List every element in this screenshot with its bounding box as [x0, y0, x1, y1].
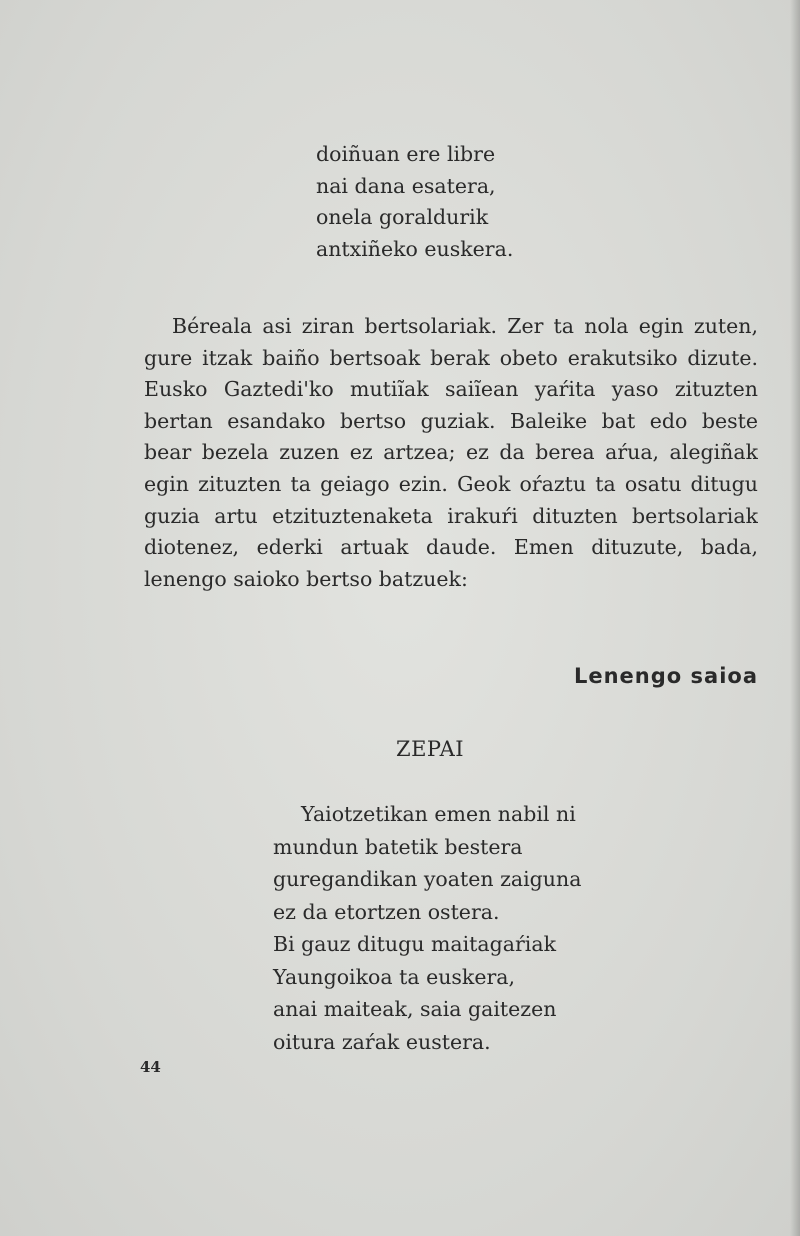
- prose-line: lenengo saioko bertso batzuek:: [144, 566, 468, 591]
- prose-line: egin zituzten ta geiago ezin. Geok oŕaztu ta osatu ditugu: [144, 471, 758, 496]
- prose-line: bear bezela zuzen ez artzea; ez da berea aŕua, alegiñak: [144, 440, 758, 465]
- prose-line: guzia artu etzituztenaketa irakuŕi dituzten bertsolariak: [144, 503, 758, 528]
- verse-line: nai dana esatera,: [316, 173, 496, 198]
- speaker-verse: [273, 798, 581, 1058]
- verse-line: onela goraldurik: [316, 205, 489, 229]
- prose-paragraph: [144, 311, 758, 595]
- verse-line: antxiñeko euskera.: [316, 236, 514, 261]
- verse-line: guregandikan yoaten zaiguna: [273, 867, 582, 891]
- section-title: Lenengo saioa: [573, 664, 758, 688]
- opening-verse: [316, 139, 513, 265]
- speaker-name: ZEPAI: [396, 737, 465, 761]
- verse-line: Bi gauz ditugu maitagaŕiak: [273, 932, 556, 956]
- verse-line: ez da etortzen ostera.: [273, 899, 500, 924]
- verse-line: Yaiotzetikan emen nabil ni: [301, 802, 576, 826]
- verse-line: anai maiteak, saia gaitezen: [273, 997, 557, 1021]
- page-spine-shadow: [790, 0, 800, 1236]
- prose-line: bertan esandako bertso guziak. Baleike bat edo beste: [144, 408, 758, 433]
- verse-line: mundun batetik bestera: [273, 834, 523, 859]
- verse-line: oitura zaŕak eustera.: [273, 1029, 491, 1054]
- prose-line: Béreala asi ziran bertsolariak. Zer ta nola egin zuten,: [172, 314, 758, 338]
- page-number: 44: [140, 1058, 161, 1076]
- prose-line: Eusko Gaztedi'ko mutiĩak saiĩean yaŕita yaso zituzten: [144, 377, 758, 402]
- verse-line: Yaungoikoa ta euskera,: [273, 964, 516, 989]
- prose-line: gure itzak baiño bertsoak berak obeto erakutsiko dizute.: [144, 345, 758, 370]
- verse-line: doiñuan ere libre: [316, 142, 496, 166]
- prose-line: diotenez, ederki artuak daude. Emen dituzute, bada,: [144, 535, 758, 560]
